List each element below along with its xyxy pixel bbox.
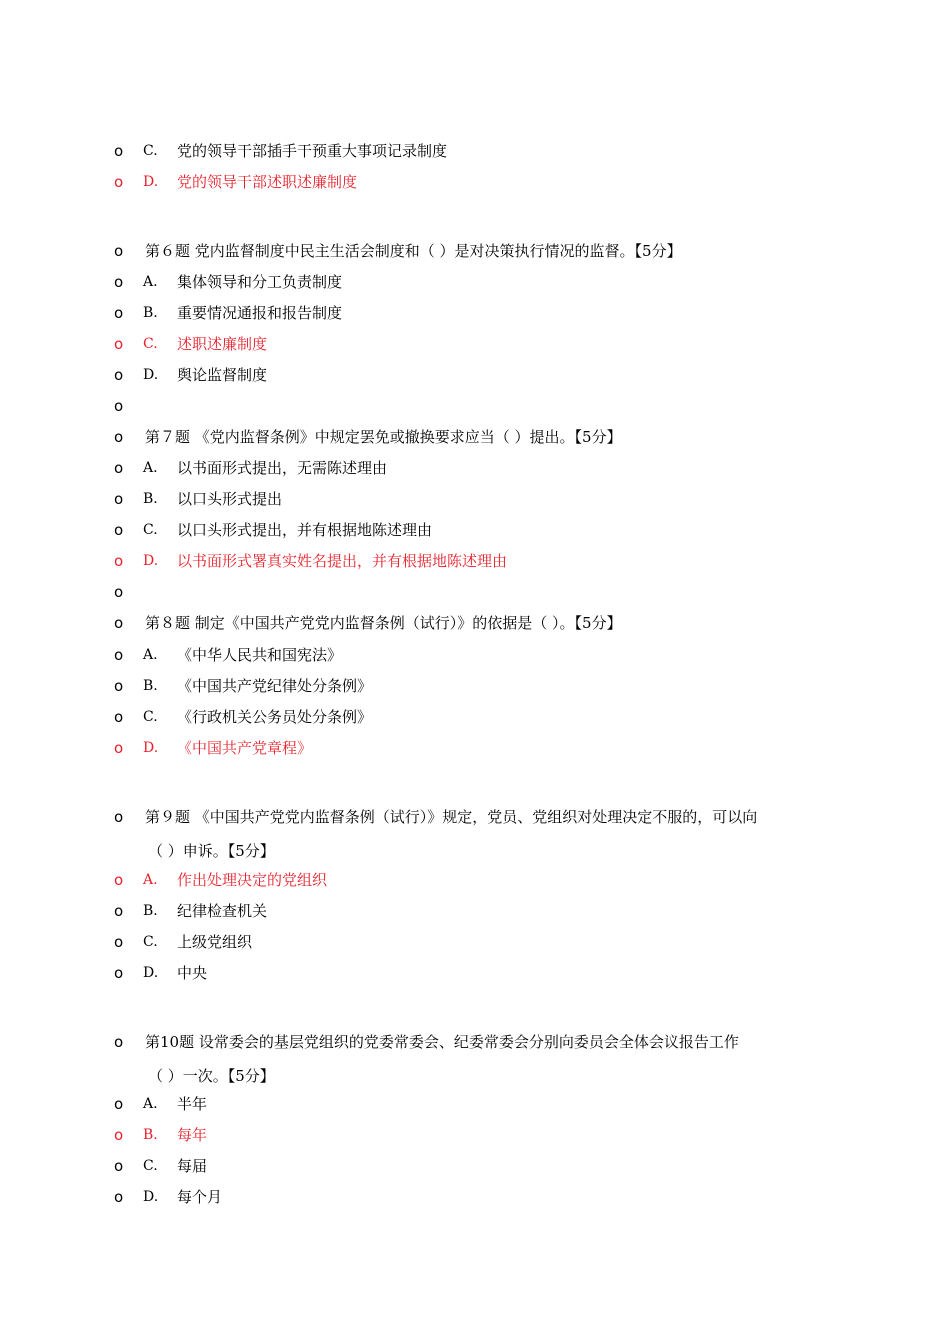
bullet-icon: o	[114, 1126, 124, 1144]
option-letter: C.	[143, 709, 158, 725]
option-letter: C.	[143, 934, 158, 950]
option-row	[0, 456, 950, 480]
option-text: 舆论监督制度	[177, 366, 268, 384]
bullet-icon: o	[114, 304, 124, 322]
option-row	[0, 1092, 950, 1116]
bullet-icon: o	[114, 490, 124, 508]
option-text: 《中国共产党章程》	[177, 739, 313, 757]
option-letter: D.	[143, 965, 159, 981]
question-text: 第６题 党内监督制度中民主生活会制度和（ ）是对决策执行情况的监督。【5分】	[145, 242, 682, 260]
option-row-correct	[0, 332, 950, 356]
bullet-icon: o	[114, 242, 124, 260]
bullet-icon: o	[114, 521, 124, 539]
empty-row	[0, 394, 950, 418]
option-text: 《中华人民共和国宪法》	[177, 646, 343, 664]
option-text: 以口头形式提出，并有根据地陈述理由	[177, 521, 433, 539]
option-letter: B.	[143, 491, 158, 507]
option-row	[0, 1154, 950, 1178]
bullet-icon: o	[114, 871, 124, 889]
bullet-icon: o	[114, 739, 124, 757]
bullet-icon: o	[114, 273, 124, 291]
question-row	[0, 805, 950, 829]
bullet-icon: o	[114, 552, 124, 570]
option-letter: A.	[143, 872, 158, 888]
option-row	[0, 1185, 950, 1209]
option-row	[0, 270, 950, 294]
option-row-correct	[0, 868, 950, 892]
option-row	[0, 899, 950, 923]
option-letter: A.	[143, 1096, 158, 1112]
option-letter: D.	[143, 1189, 159, 1205]
option-letter: C.	[143, 336, 158, 352]
option-letter: A.	[143, 647, 158, 663]
option-text: 每个月	[177, 1188, 223, 1206]
question-row	[0, 425, 950, 449]
question-continuation	[0, 1064, 950, 1088]
question-row	[0, 1030, 950, 1054]
option-text: 每年	[177, 1126, 208, 1144]
question-text: 第９题 《中国共产党党内监督条例（试行）》规定，党员、党组织对处理决定不服的，可以向	[145, 808, 758, 826]
option-text: 纪律检查机关	[177, 902, 268, 920]
bullet-icon: o	[114, 964, 124, 982]
option-text: 《中国共产党纪律处分条例》	[177, 677, 373, 695]
bullet-icon: o	[114, 933, 124, 951]
bullet-icon: o	[114, 173, 124, 191]
bullet-icon: o	[114, 459, 124, 477]
option-letter: A.	[143, 460, 158, 476]
bullet-icon: o	[114, 1188, 124, 1206]
option-letter: B.	[143, 903, 158, 919]
option-letter: C.	[143, 1158, 158, 1174]
option-letter: D.	[143, 553, 159, 569]
bullet-icon: o	[114, 1157, 124, 1175]
bullet-icon: o	[114, 808, 124, 826]
option-row	[0, 139, 950, 163]
option-letter: C.	[143, 522, 158, 538]
question-text: 第８题 制定《中国共产党党内监督条例（试行）》的依据是（ ）。【5分】	[145, 614, 622, 632]
option-text: 中央	[177, 964, 208, 982]
question-text-cont: （ ）一次。【5分】	[148, 1067, 275, 1085]
empty-row	[0, 580, 950, 604]
option-row	[0, 363, 950, 387]
option-letter: B.	[143, 678, 158, 694]
option-row	[0, 487, 950, 511]
option-row-correct	[0, 549, 950, 573]
option-letter: B.	[143, 1127, 158, 1143]
option-text: 《行政机关公务员处分条例》	[177, 708, 373, 726]
option-letter: C.	[143, 143, 158, 159]
option-row	[0, 674, 950, 698]
question-row	[0, 239, 950, 263]
bullet-icon: o	[114, 583, 124, 601]
bullet-icon: o	[114, 646, 124, 664]
option-row-correct	[0, 1123, 950, 1147]
bullet-icon: o	[114, 708, 124, 726]
option-text: 重要情况通报和报告制度	[177, 304, 343, 322]
option-row	[0, 518, 950, 542]
bullet-icon: o	[114, 902, 124, 920]
option-text: 半年	[177, 1095, 208, 1113]
option-letter: D.	[143, 367, 159, 383]
bullet-icon: o	[114, 335, 124, 353]
question-text-cont: （ ）申诉。【5分】	[148, 842, 275, 860]
option-row	[0, 301, 950, 325]
option-row	[0, 961, 950, 985]
bullet-icon: o	[114, 1033, 124, 1051]
bullet-icon: o	[114, 677, 124, 695]
option-row	[0, 930, 950, 954]
option-text: 党的领导干部插手干预重大事项记录制度	[177, 142, 448, 160]
bullet-icon: o	[114, 366, 124, 384]
option-text: 以口头形式提出	[177, 490, 283, 508]
bullet-icon: o	[114, 428, 124, 446]
option-row-correct	[0, 170, 950, 194]
option-text: 以书面形式提出，无需陈述理由	[177, 459, 388, 477]
question-text: 第10题 设常委会的基层党组织的党委常委会、纪委常委会分别向委员会全体会议报告工作	[145, 1033, 739, 1051]
question-row	[0, 611, 950, 635]
option-row	[0, 705, 950, 729]
option-text: 述职述廉制度	[177, 335, 268, 353]
bullet-icon: o	[114, 397, 124, 415]
option-text: 以书面形式署真实姓名提出，并有根据地陈述理由	[177, 552, 508, 570]
question-continuation	[0, 839, 950, 863]
bullet-icon: o	[114, 142, 124, 160]
option-text: 集体领导和分工负责制度	[177, 273, 343, 291]
option-letter: D.	[143, 740, 159, 756]
bullet-icon: o	[114, 1095, 124, 1113]
option-text: 作出处理决定的党组织	[177, 871, 328, 889]
question-text: 第７题 《党内监督条例》中规定罢免或撤换要求应当（ ）提出。【5分】	[145, 428, 622, 446]
option-text: 上级党组织	[177, 933, 253, 951]
option-letter: B.	[143, 305, 158, 321]
bullet-icon: o	[114, 614, 124, 632]
option-text: 党的领导干部述职述廉制度	[177, 173, 358, 191]
option-text: 每届	[177, 1157, 208, 1175]
option-row	[0, 643, 950, 667]
option-row-correct	[0, 736, 950, 760]
option-letter: A.	[143, 274, 158, 290]
option-letter: D.	[143, 174, 159, 190]
